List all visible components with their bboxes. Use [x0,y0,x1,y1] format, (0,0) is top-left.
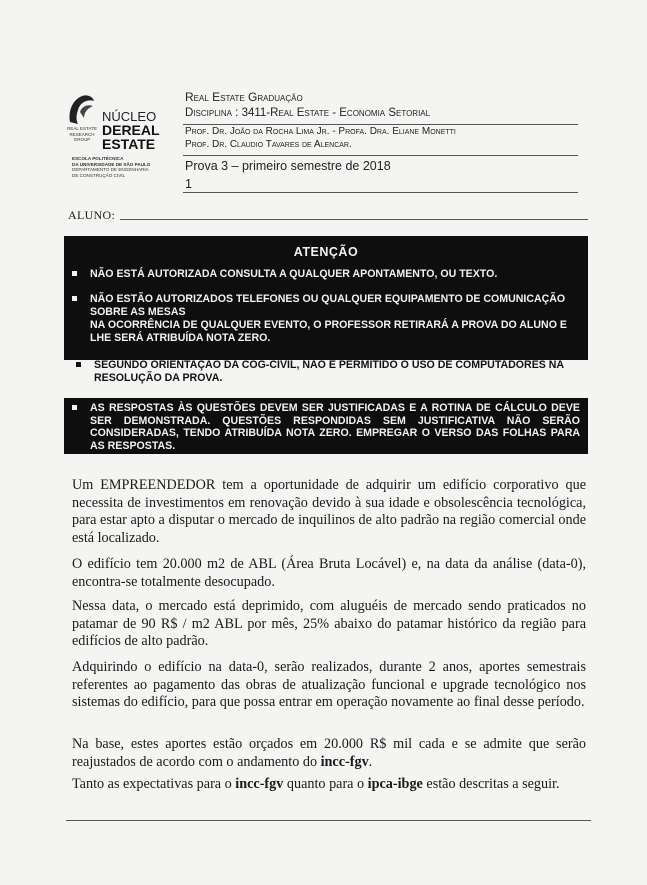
paragraph-6-text-e: estão descritas a seguir. [422,776,560,792]
footer-rule [66,820,591,821]
bullet-icon [72,271,77,276]
professors-line-2: Prof. Dr. Claudio Tavares de Alencar. [185,139,352,150]
bullet-icon [72,405,77,410]
attention-title: ATENÇÃO [293,245,359,259]
paragraph-5-end: . [368,753,373,770]
logo-small-3: DEPARTAMENTO DE ENGENHARIA [72,167,149,173]
notice-item-5-text: AS RESPOSTAS ÀS QUESTÕES DEVEM SER JUSTIFICADAS E A ROTINA DE CÁLCULO DEVE SER DEMONSTRADA. QUESTÕES RESPONDIDAS SEM JUSTIFICATIVA NÃO SERÃO CONSIDERADAS, TENDO ATRIBUÍDA NOTA ZERO. EMPREGAR O VERSO DAS FOLHAS PARA AS RESPOSTAS. [90,402,580,452]
notice-item-3 [90,319,580,344]
student-label: ALUNO: [68,208,116,222]
logo-institution [72,156,182,178]
attention-box [64,236,588,360]
logo-line-3: ESTATE [102,136,156,152]
nucleo-real-estate-logo [62,88,182,200]
logo-line-1: NÚCLEO [102,109,157,124]
page-number: 1 [185,177,192,191]
index-incc-fgv-2: incc-fgv [235,776,284,792]
paragraph-3: Nessa data, o mercado está deprimido, com aluguéis de mercado sendo praticados no patamar de 90 R$ / m2 ABL por mês, 25% abaixo do patamar histórico da região para edifícios de alto padrão. [72,598,586,649]
exam-title: Prova 3 – primeiro semestre de 2018 [185,159,391,173]
index-incc-fgv: incc-fgv [320,753,369,770]
program-title: Real Estate Graduação [185,90,303,104]
disciplina-name: Real Estate - Economia Setorial [270,107,431,119]
header-rule-3 [183,192,578,193]
notice-item-4 [94,359,584,384]
paragraph-6-text-a: Tanto as expectativas para o [72,776,236,792]
header-rule-1 [183,124,578,125]
notice-item-5 [90,402,580,452]
logo-small-1: ESCOLA POLITÉCNICA [72,156,124,161]
answers-notice-box [64,398,588,454]
professors-line-1: Prof. Dr. João da Rocha Lima Jr. - Profa. Dra. Eliane Monetti [185,126,456,137]
paragraph-5 [72,736,586,771]
paragraph-4: Adquirindo o edifício na data-0, serão realizados, durante 2 anos, aportes semestrais referentes ao pagamento das obras de atualização funcional e upgrade tecnológico nos sistemas do edifício, para que possa entrar em operação novamente ao final desse período. [72,659,586,710]
disciplina-line [185,107,430,119]
notice-item-2-text: NÃO ESTÃO AUTORIZADOS TELEFONES OU QUALQUER EQUIPAMENTO DE COMUNICAÇÃO SOBRE AS MESAS [90,293,566,318]
bullet-icon [72,296,77,301]
logo-small-4: DE CONSTRUÇÃO CIVIL [72,172,126,178]
logo-side-text: REAL ESTATE RESEARCH GROUP [67,126,97,142]
disciplina-label: Disciplina : [185,107,239,119]
paragraph-1: Um EMPREENDEDOR tem a oportunidade de adquirir um edifício corporativo que necessita de investimentos em renovação devido à sua idade e obsolescência tecnológica, para estar apto a disputar o mercado de inquilinos de alto padrão na região comercial onde está localizado. [72,477,586,546]
logo-mark-icon [66,92,96,126]
disciplina-code: 3411- [241,107,271,119]
notice-item-1 [90,268,580,281]
notice-item-3-text: NA OCORRÊNCIA DE QUALQUER EVENTO, O PROFESSOR RETIRARÁ A PROVA DO ALUNO E LHE SERÁ ATRIBUÍDA NOTA ZERO. [90,319,567,344]
notice-item-1-text: NÃO ESTÁ AUTORIZADA CONSULTA A QUALQUER APONTAMENTO, OU TEXTO. [90,268,498,280]
bullet-icon [76,362,81,367]
paragraph-6-text-c: quanto para o [283,776,368,792]
student-name-line [120,219,588,220]
logo-small-2: DA UNIVERSIDADE DE SÃO PAULO [72,161,151,167]
notice-item-2 [90,293,580,318]
index-ipca-ibge: ipca-ibge [367,776,423,792]
logo-line-2: DEREAL [102,122,160,138]
header-rule-2 [183,155,578,156]
paragraph-6 [72,776,586,794]
paragraph-5-text: Na base, estes aportes estão orçados em 20.000 R$ mil cada e se admite que serão reajustados de acordo com o andamento do [72,736,586,770]
paragraph-2: O edifício tem 20.000 m2 de ABL (Área Bruta Locável) e, na data da análise (data-0), encontra-se totalmente desocupado. [72,556,586,590]
notice-item-4-text: SEGUNDO ORIENTAÇÃO DA COG-CIVIL, NÃO É PERMITIDO O USO DE COMPUTADORES NA RESOLUÇÃO DA PROVA. [94,359,564,384]
